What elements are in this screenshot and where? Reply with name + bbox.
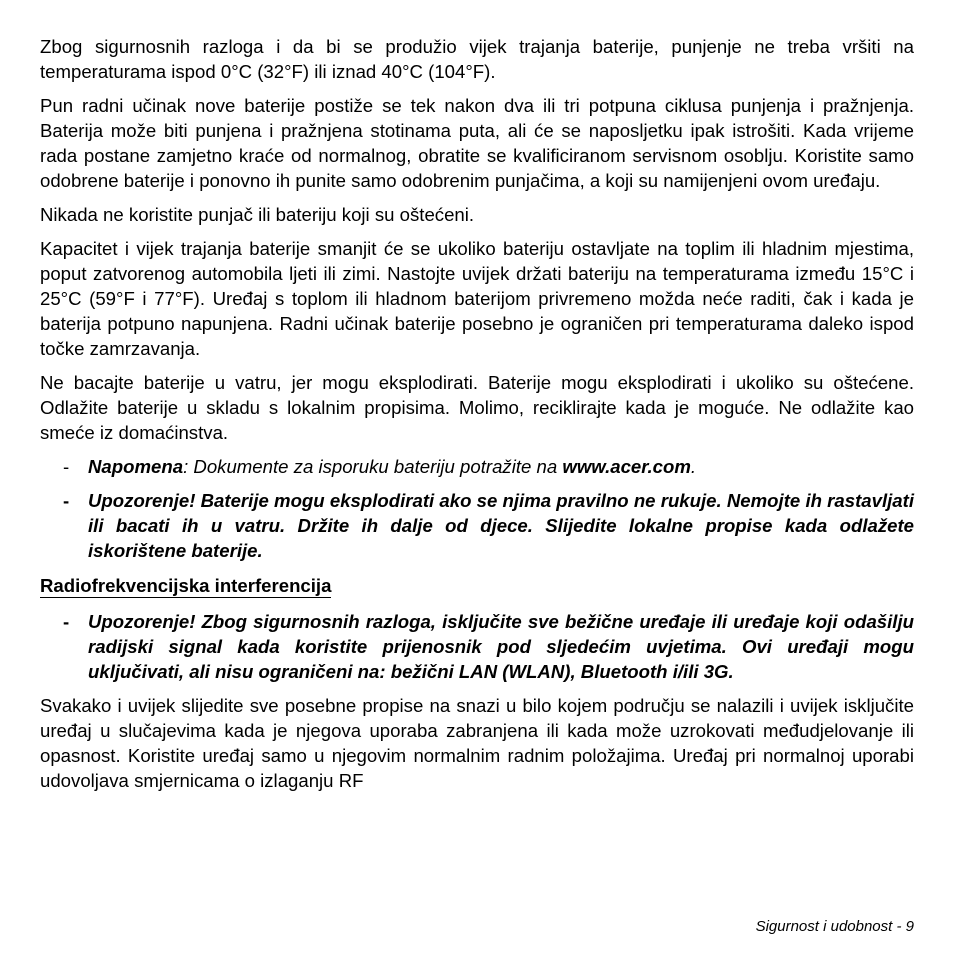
note-text: : Dokumente za isporuku bateriju potražite na: [183, 456, 563, 477]
warning-battery-explosion: [40, 488, 914, 563]
note-body: [88, 454, 914, 479]
page-footer: Sigurnost i udobnost - 9: [755, 918, 914, 935]
note-link[interactable]: www.acer.com: [562, 456, 691, 477]
page-content: [40, 34, 914, 802]
paragraph-charging-temperature: Zbog sigurnosnih razloga i da bi se produžio vijek trajanja baterije, punjenje ne treba vršiti na temperaturama ispod 0°C (32°F) ili iznad 40°C (104°F).: [40, 36, 914, 82]
paragraph-damaged-charger: Nikada ne koristite punjač ili bateriju koji su oštećeni.: [40, 204, 475, 225]
note-end: .: [690, 456, 697, 477]
paragraph-battery-performance: Pun radni učinak nove baterije postiže se tek nakon dva ili tri potpuna ciklusa punjenja i pražnjenja. Baterija može biti punjena i pražnjena stotinama puta, ali će se naposljetku ipak istrošiti. Kada vrijeme rada postane zamjetno kraće od normalnog, obratite se kvalificiranom servisnom osoblju. Koristite samo odobrene baterije i ponovno ih punite samo odobrenim punjačima, a koji su namijenjeni ovom uređaju.: [40, 95, 914, 191]
note-label: Napomena: [88, 456, 184, 477]
paragraph-battery-disposal: Ne bacajte baterije u vatru, jer mogu eksplodirati. Baterije mogu eksplodirati i ukoliko su oštećene. Odlažite baterije u skladu s lokalnim propisima. Molimo, reciklirajte kada je moguće. Ne odlažite kao smeće iz domaćinstva.: [40, 372, 914, 443]
warning-dash: -: [63, 611, 70, 632]
note-shipping-documents: [40, 454, 914, 479]
warning-text: Upozorenje! Baterije mogu eksplodirati ako se njima pravilno ne rukuje. Nemojte ih rastavljati ili bacati ih u vatru. Držite ih dalje od djece. Slijedite lokalne propise kada odlažete iskorištene baterije.: [88, 490, 914, 561]
warning-wireless-devices: [40, 609, 914, 684]
paragraph-regulations: Svakako i uvijek slijedite sve posebne propise na snazi u bilo kojem području se nalazili i uvijek isključite uređaj u slučajevima kada je njegova uporaba zabranjena ili kada može uzrokovati međudjelovanje ili opasnost. Koristite uređaj samo u njegovim normalnim radnim položajima. Uređaj pri normalnoj uporabi udovoljava smjernicama o izlaganju RF: [40, 695, 914, 791]
note-dash: -: [63, 456, 70, 477]
warning-text: Upozorenje! Zbog sigurnosnih razloga, isključite sve bežične uređaje ili uređaje koji odašilju radijski signal kada koristite prijenosnik pod sljedećim uvjetima. Ovi uređaji mogu uključivati, ali nisu ograničeni na: bežični LAN (WLAN), Bluetooth i/ili 3G.: [88, 611, 914, 682]
section-heading: Radiofrekvencijska interferencija: [40, 575, 332, 596]
warning-dash: -: [63, 490, 70, 511]
paragraph-battery-capacity: Kapacitet i vijek trajanja baterije smanjit će se ukoliko bateriju ostavljate na toplim ili hladnim mjestima, poput zatvorenog automobila ljeti ili zimi. Nastojte uvijek držati bateriju na temperaturama između 15°C i 25°C (59°F i 77°F). Uređaj s toplom ili hladnom baterijom privremeno možda neće raditi, čak i kada je baterija potpuno napunjena. Radni učinak baterije posebno je ograničen pri temperaturama daleko ispod točke zamrzavanja.: [40, 238, 914, 359]
